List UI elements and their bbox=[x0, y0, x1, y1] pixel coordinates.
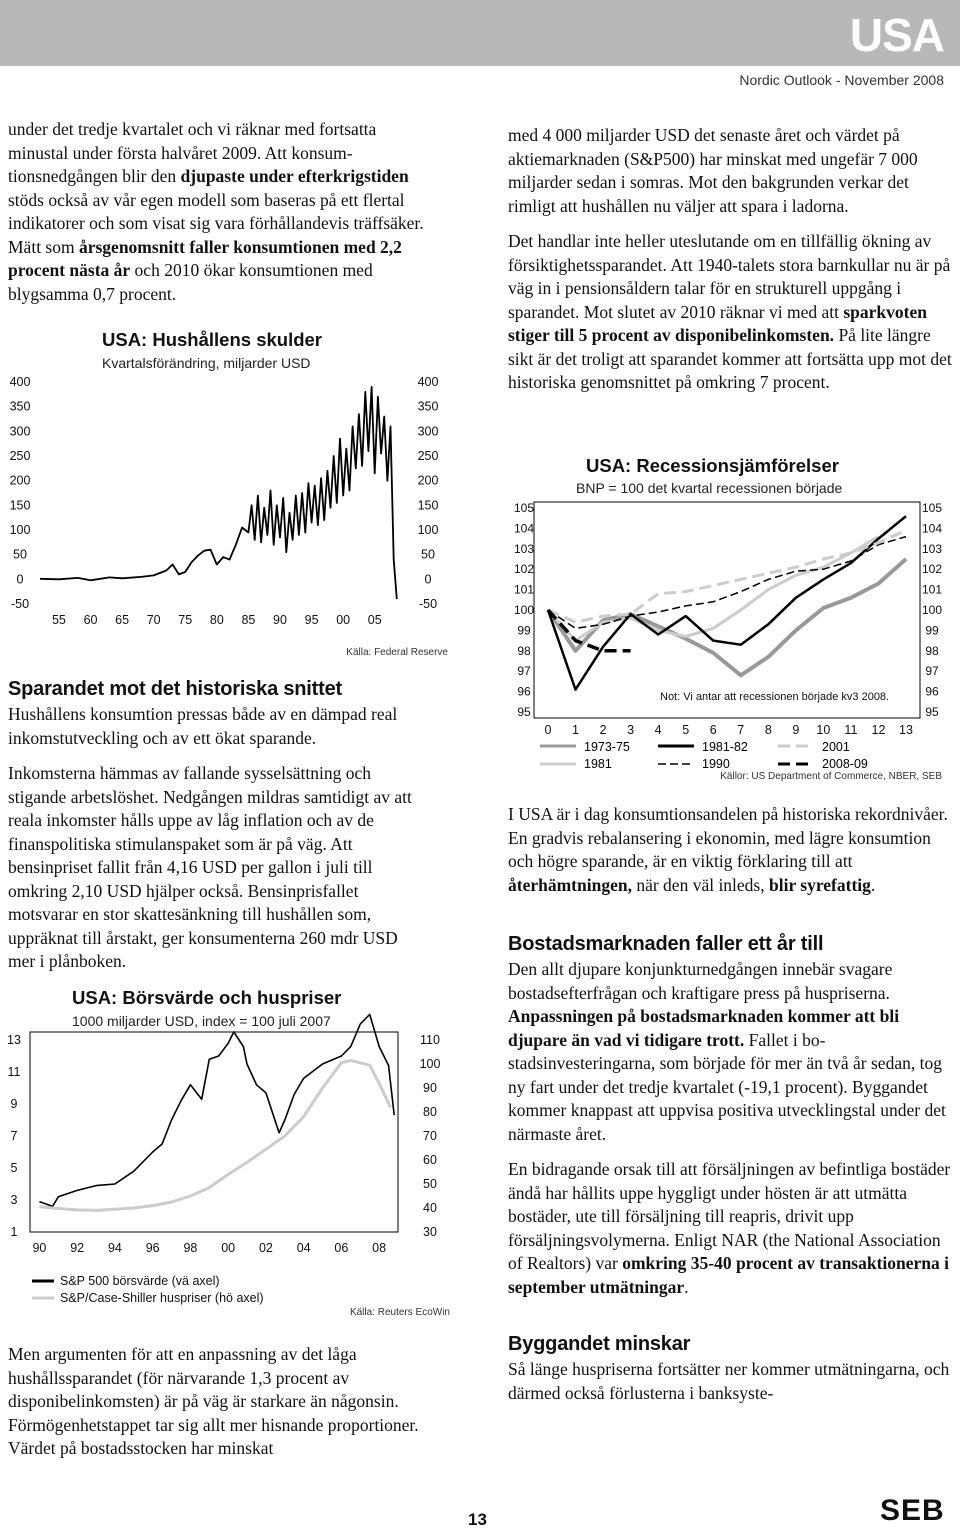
recession-chart-source: Källor: US Department of Commerce, NBER, SEB bbox=[720, 771, 942, 782]
y-tick-right: 350 bbox=[417, 399, 439, 414]
paragraph-construction: Så länge huspriserna fortsätter ner kommer utmätningarna, och därmed också förlusterna i banksyste- bbox=[508, 1359, 950, 1403]
right-intro bbox=[508, 124, 958, 395]
x-tick: 05 bbox=[367, 613, 382, 627]
debt-chart bbox=[0, 318, 470, 663]
x-tick: 13 bbox=[899, 723, 913, 737]
y-tick-left: 96 bbox=[517, 684, 531, 699]
y-tick-right: 50 bbox=[421, 547, 435, 562]
text-run-bold: årsgenomsnitt faller konsumtionen med 2,2 procent nästa år bbox=[8, 236, 402, 280]
y-tick-right: 99 bbox=[925, 623, 939, 638]
section-heading-construction: Byggandet minskar bbox=[508, 1333, 691, 1355]
x-tick: 65 bbox=[115, 613, 130, 627]
x-tick: 6 bbox=[709, 723, 717, 737]
debt-chart-source: Källa: Federal Reserve bbox=[346, 647, 448, 658]
y-tick-left: 11 bbox=[7, 1065, 21, 1079]
recession-chart bbox=[500, 448, 960, 788]
y-tick-right: 97 bbox=[925, 664, 939, 679]
stock-housing-chart-title: USA: Börsvärde och huspriser bbox=[72, 987, 342, 1008]
debt-chart-subtitle: Kvartalsförändring, miljarder USD bbox=[102, 355, 311, 371]
y-tick-left: 95 bbox=[517, 705, 531, 719]
stock-housing-chart-source: Källa: Reuters EcoWin bbox=[349, 1307, 450, 1318]
stock-housing-chart-subtitle: 1000 miljarder USD, index = 100 juli 2007 bbox=[72, 1013, 331, 1029]
left-savings-section bbox=[8, 678, 428, 974]
text-run: Det handlar inte heller uteslutande om en tillfällig ökning av försiktighetssparandet. Att 1940-talets stora barnkullar nu är på väg in i pensionsåldern talar för en strukturell uppgång i sparandet. Mot slutet av 2010 räknar vi med att bbox=[508, 231, 951, 322]
legend-label-2001: 2001 bbox=[822, 740, 850, 754]
recession-chart-svg bbox=[500, 448, 960, 788]
paragraph-savings-rate bbox=[508, 230, 958, 395]
x-tick: 8 bbox=[764, 723, 772, 737]
paragraph-housing-1 bbox=[508, 958, 958, 1146]
legend-label-2008-09: 2008-09 bbox=[822, 757, 868, 771]
y-tick-left: 100 bbox=[9, 523, 31, 537]
recession-chart-title: USA: Recessionsjämförelser bbox=[586, 455, 839, 476]
x-tick: 98 bbox=[183, 1241, 198, 1255]
recession-chart-note: Not: Vi antar att recessionen började kv3 2008. bbox=[660, 691, 890, 703]
y-tick-left: 5 bbox=[10, 1161, 18, 1175]
paragraph-savings-2: Inkomsterna hämmas av fallande sysselsättning och stigande arbetslöshet. Nedgången mildras samtidigt av att reala inkomster hålls uppe av låg inflation och av de finanspolitiska stimulanspaket som är på väg. Att bensinpriset fallit från 4,16 USD per gallon i juli till omkring 2,10 USD hjälper också. Bensinprisfallet motsvarar en stor skattesänkning till hushållen som, uppräknat till årstakt, ger konsumenterna 260 mdr USD mer i plånboken. bbox=[8, 763, 412, 971]
legend-label-1990: 1990 bbox=[702, 757, 730, 771]
x-tick: 90 bbox=[273, 613, 287, 627]
section-heading-housing: Bostadsmarknaden faller ett år till bbox=[508, 933, 824, 955]
y-tick-left: 7 bbox=[10, 1129, 18, 1143]
text-run-bold: återhämtningen, bbox=[508, 874, 632, 895]
x-tick: 0 bbox=[544, 723, 552, 737]
paragraph-consumption bbox=[8, 118, 428, 306]
paragraph-wealth: Men argumenten för att en anpassning av det låga hushållssparandet (för närvarande 1,3 procent av disponibelinkomsten) är på väg är starkare än någonsin. Förmögenhetstappet tar sig allt mer hisnande proportioner. Värdet på bostadsstocken har minskat bbox=[8, 1344, 419, 1458]
legend-label-1981-82: 1981-82 bbox=[702, 740, 748, 754]
y-tick-right: 103 bbox=[921, 541, 943, 556]
recession-chart-subtitle: BNP = 100 det kvartal recessionen började bbox=[576, 480, 843, 496]
y-tick-right: 98 bbox=[925, 643, 939, 658]
y-tick-right: 30 bbox=[423, 1225, 437, 1239]
section-heading-savings: Sparandet mot det historiska snittet bbox=[8, 678, 342, 700]
x-tick: 9 bbox=[792, 723, 800, 737]
paragraph-market-value: med 4 000 miljarder USD det senaste året och värdet på aktiemarknaden (S&P500) har minskat med ungefär 7 000 miljarder sedan i somras. Mot den bakgrunden verkar det rimligt att hushållen nu väljer att spara i ladorna. bbox=[508, 125, 918, 216]
text-run-bold: omkring 35-40 procent av transaktionerna i september utmätningar bbox=[508, 1253, 950, 1297]
y-tick-left: 3 bbox=[10, 1193, 18, 1207]
y-tick-right: 0 bbox=[424, 572, 432, 587]
logo-text: SEB bbox=[880, 1494, 945, 1527]
y-tick-right: 250 bbox=[417, 449, 439, 463]
text-run: På lite längre sikt är det troligt att sparandet kommer att fortsätta upp mot det historiska genomsnittet på omkring 7 procent. bbox=[508, 325, 952, 392]
y-tick-left: 200 bbox=[9, 473, 31, 488]
series-line-2001 bbox=[548, 530, 906, 622]
y-tick-right: 200 bbox=[417, 473, 439, 488]
x-tick: 04 bbox=[296, 1241, 311, 1255]
x-tick: 2 bbox=[599, 723, 607, 737]
paragraph-rebalancing bbox=[508, 803, 958, 897]
header-bar bbox=[0, 0, 960, 66]
y-tick-right: 101 bbox=[921, 582, 943, 597]
text-run: stöds också av vår egen modell som baseras på ett flertal indikatorer och som visat sig vara förhållandevis träffsäker. Mätt som bbox=[8, 189, 424, 257]
x-tick: 11 bbox=[844, 723, 858, 737]
y-tick-right: 70 bbox=[423, 1129, 437, 1143]
x-tick: 12 bbox=[871, 723, 886, 737]
debt-series-line bbox=[40, 387, 397, 599]
x-tick: 3 bbox=[627, 723, 635, 737]
text-run-bold: blir syrefattig bbox=[769, 874, 871, 895]
y-tick-right: 150 bbox=[417, 498, 439, 513]
text-run: under det tredje kvartalet och vi räknar med fortsatta minustal under första halvåret 2009. Att konsumtionsnedgången blir den bbox=[8, 119, 377, 186]
text-run: I USA är i dag konsumtionsandelen på historiska rekordnivåer. En gradvis rebalansering i ekonomin, med lägre konsumtion och högre sparande, är en viktig förklaring till att bbox=[508, 804, 948, 871]
x-tick: 75 bbox=[178, 613, 193, 627]
stock-housing-chart-svg bbox=[0, 982, 470, 1322]
y-tick-left: 13 bbox=[7, 1033, 21, 1047]
x-tick: 4 bbox=[654, 723, 662, 737]
y-tick-left: -50 bbox=[10, 597, 30, 611]
x-tick: 00 bbox=[221, 1241, 236, 1255]
legend-label-1981: 1981 bbox=[584, 757, 612, 771]
seb-logo bbox=[880, 1494, 945, 1528]
y-tick-right: -50 bbox=[418, 597, 438, 611]
x-tick: 02 bbox=[258, 1241, 273, 1255]
text-run: . bbox=[870, 874, 876, 895]
x-tick: 90 bbox=[32, 1241, 47, 1255]
text-run: En bidragande orsak till att försäljningen av befintliga bostäder ändå har hållits uppe hyggligt under hösten är att utmätta bostäder, ute till försäljning till reapris, drivit upp försäljningsvolymerna. Enligt NAR (the National Association of Realtors) var bbox=[508, 1159, 951, 1273]
y-tick-right: 50 bbox=[423, 1177, 437, 1191]
x-tick: 95 bbox=[304, 613, 319, 627]
x-tick: 06 bbox=[334, 1241, 349, 1255]
x-tick: 00 bbox=[336, 613, 351, 627]
y-tick-left: 104 bbox=[513, 521, 535, 536]
y-tick-left: 300 bbox=[9, 424, 31, 439]
left-intro bbox=[8, 118, 428, 306]
debt-chart-title: USA: Hushållens skulder bbox=[102, 329, 323, 350]
header-title: USA bbox=[849, 9, 944, 61]
x-tick: 10 bbox=[816, 723, 831, 737]
y-tick-right: 105 bbox=[921, 501, 943, 515]
x-tick: 94 bbox=[107, 1241, 122, 1255]
x-tick: 80 bbox=[209, 613, 224, 627]
x-tick: 60 bbox=[83, 613, 98, 627]
y-tick-right: 100 bbox=[921, 603, 943, 617]
paragraph-savings-1: Hushållens konsumtion pressas både av en dämpad real inkomstutveckling och av ett ökat sparande. bbox=[8, 704, 398, 748]
left-outro bbox=[8, 1343, 428, 1461]
y-tick-left: 9 bbox=[10, 1097, 18, 1111]
header-subtitle: Nordic Outlook - November 2008 bbox=[739, 72, 944, 88]
text-run-bold: sparkvoten stiger till 5 procent av disponibelinkomsten. bbox=[508, 301, 927, 345]
y-tick-right: 90 bbox=[423, 1081, 437, 1095]
debt-chart-svg bbox=[0, 318, 470, 663]
y-tick-right: 95 bbox=[925, 705, 939, 719]
x-tick: 7 bbox=[737, 723, 745, 737]
right-lower bbox=[508, 803, 958, 1405]
text-run: och 2010 ökar konsumtionen med blygsamma 0,7 procent. bbox=[8, 260, 373, 304]
y-tick-right: 104 bbox=[921, 521, 943, 536]
x-tick: 55 bbox=[51, 613, 66, 627]
legend-label-sp500: S&P 500 börsvärde (vä axel) bbox=[60, 1274, 220, 1288]
text-run: Den allt djupare konjunkturnedgången innebär svagare bostadsefterfrågan och kraftigare press på huspriserna. bbox=[508, 959, 893, 1003]
x-tick: 1 bbox=[572, 723, 580, 737]
y-tick-left: 1 bbox=[10, 1225, 18, 1239]
y-tick-left: 0 bbox=[16, 572, 24, 587]
y-tick-left: 250 bbox=[9, 449, 31, 463]
y-tick-left: 50 bbox=[13, 547, 27, 562]
y-tick-left: 350 bbox=[9, 399, 31, 414]
text-run: när den väl inleds, bbox=[631, 874, 769, 895]
x-tick: 08 bbox=[372, 1241, 387, 1255]
x-tick: 85 bbox=[241, 613, 256, 627]
y-tick-right: 40 bbox=[423, 1201, 437, 1215]
y-tick-left: 99 bbox=[517, 623, 531, 638]
text-run-bold: Anpassningen på bostadsmarknaden kommer att bli djupare än vad vi tidigare trott. bbox=[508, 1006, 900, 1050]
caseshiller-series-line bbox=[39, 1060, 390, 1210]
y-tick-left: 102 bbox=[513, 562, 535, 577]
x-tick: 96 bbox=[145, 1241, 160, 1255]
sp500-series-line bbox=[39, 1014, 394, 1206]
y-tick-right: 102 bbox=[921, 562, 943, 577]
y-tick-left: 400 bbox=[9, 375, 31, 389]
x-tick: 5 bbox=[682, 723, 690, 737]
y-tick-right: 80 bbox=[423, 1105, 437, 1119]
y-tick-right: 400 bbox=[417, 375, 439, 389]
y-tick-right: 100 bbox=[417, 523, 439, 537]
text-run-bold: djupaste under efterkrigstiden bbox=[180, 166, 409, 186]
y-tick-right: 60 bbox=[423, 1153, 437, 1167]
y-tick-left: 101 bbox=[513, 582, 535, 597]
x-tick: 70 bbox=[146, 613, 161, 627]
paragraph-housing-2 bbox=[508, 1158, 958, 1299]
y-tick-left: 97 bbox=[517, 664, 531, 679]
stock-housing-chart bbox=[0, 982, 470, 1322]
y-tick-left: 105 bbox=[513, 501, 535, 515]
recession-chart-frame bbox=[534, 502, 920, 718]
y-tick-left: 100 bbox=[513, 603, 535, 617]
y-tick-left: 103 bbox=[513, 541, 535, 556]
x-tick: 92 bbox=[70, 1241, 85, 1255]
y-tick-right: 100 bbox=[419, 1057, 441, 1071]
text-run: . bbox=[684, 1276, 689, 1297]
y-tick-left: 98 bbox=[517, 643, 531, 658]
y-tick-right: 300 bbox=[417, 424, 439, 439]
y-tick-right: 96 bbox=[925, 684, 939, 699]
text-run: Fallet i bostadsinvesteringarna, som började för mer än två år sedan, tog ny fart under det tredje kvartalet (-19,1 procent). Byggandet kommer knappast att uppvisa positiva utvecklingstal under det närmaste året. bbox=[508, 1029, 946, 1144]
y-tick-left: 150 bbox=[9, 498, 31, 513]
legend-label-caseshiller: S&P/Case-Shiller huspriser (hö axel) bbox=[60, 1291, 264, 1305]
legend-label-1973-75: 1973-75 bbox=[584, 740, 630, 754]
page-number: 13 bbox=[468, 1510, 487, 1529]
y-tick-right: 110 bbox=[420, 1033, 440, 1047]
